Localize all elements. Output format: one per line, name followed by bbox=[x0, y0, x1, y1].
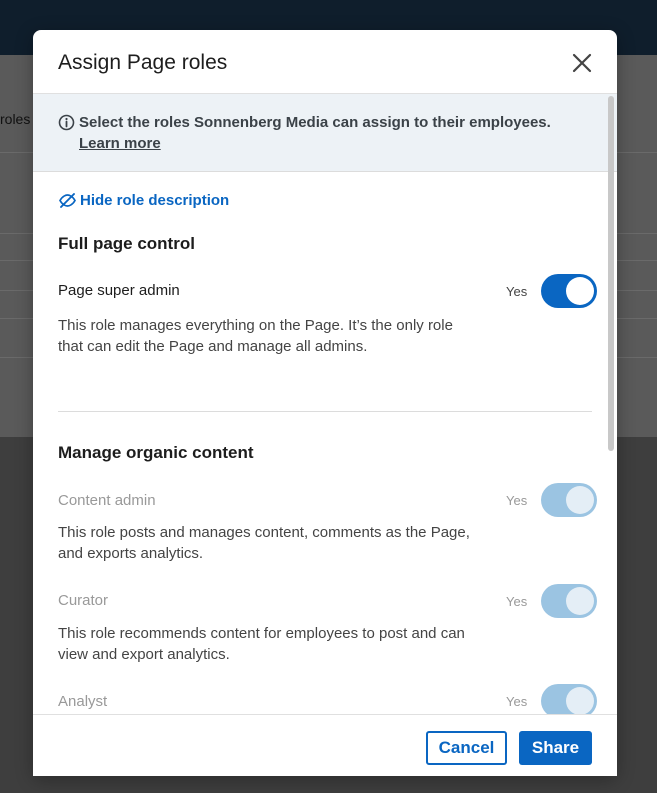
toggle-switch bbox=[541, 684, 597, 718]
toggle-label: Yes bbox=[506, 283, 528, 299]
learn-more-link[interactable]: Learn more bbox=[79, 135, 161, 152]
toggle-curator bbox=[506, 584, 597, 618]
scrollbar-thumb[interactable] bbox=[608, 96, 614, 451]
info-text: Select the roles Sonnenberg Media can assign to their employees. bbox=[79, 114, 551, 131]
background-roles-label: roles bbox=[0, 111, 31, 127]
dialog-header bbox=[33, 30, 617, 94]
eye-slash-icon bbox=[58, 191, 77, 210]
role-description-line: view and export analytics. bbox=[58, 646, 230, 663]
dialog-footer bbox=[33, 714, 617, 776]
toggle-knob bbox=[566, 687, 594, 715]
role-description-line: This role recommends content for employees to post and can bbox=[58, 625, 465, 642]
section-heading-full-page-control: Full page control bbox=[58, 234, 195, 253]
hide-role-description-label: Hide role description bbox=[80, 192, 230, 209]
toggle-label: Yes bbox=[506, 492, 528, 508]
hide-role-description-button[interactable] bbox=[58, 191, 229, 210]
role-description-line: that can edit the Page and manage all admins. bbox=[58, 338, 368, 355]
toggle-knob bbox=[566, 587, 594, 615]
toggle-knob bbox=[566, 486, 594, 514]
role-description-content-admin bbox=[58, 522, 488, 564]
role-description-line: and exports analytics. bbox=[58, 545, 204, 562]
info-banner bbox=[33, 94, 617, 172]
cancel-button[interactable]: Cancel bbox=[426, 731, 507, 765]
role-name-analyst: Analyst bbox=[58, 693, 108, 710]
dialog-body[interactable] bbox=[33, 94, 617, 714]
toggle-label: Yes bbox=[506, 693, 528, 709]
toggle-switch[interactable] bbox=[541, 274, 597, 308]
role-description-line: This role posts and manages content, comments as the Page, bbox=[58, 524, 470, 541]
role-name-page-super-admin: Page super admin bbox=[58, 282, 180, 299]
role-description-page-super-admin bbox=[58, 315, 488, 357]
toggle-label: Yes bbox=[506, 593, 528, 609]
role-description-line: This role manages everything on the Page. It’s the only role bbox=[58, 317, 453, 334]
toggle-content-admin bbox=[506, 483, 597, 517]
section-divider bbox=[58, 411, 592, 412]
role-name-content-admin: Content admin bbox=[58, 492, 156, 509]
info-icon bbox=[58, 114, 75, 131]
role-name-curator: Curator bbox=[58, 592, 109, 609]
close-button[interactable] bbox=[569, 50, 595, 76]
toggle-knob bbox=[566, 277, 594, 305]
toggle-page-super-admin[interactable] bbox=[506, 274, 597, 308]
share-button[interactable]: Share bbox=[519, 731, 592, 765]
toggle-switch bbox=[541, 584, 597, 618]
dialog-title: Assign Page roles bbox=[58, 51, 228, 74]
section-heading-manage-organic-content: Manage organic content bbox=[58, 443, 254, 462]
role-description-curator bbox=[58, 623, 488, 665]
close-icon bbox=[569, 50, 595, 76]
assign-page-roles-dialog bbox=[33, 30, 617, 776]
toggle-analyst bbox=[506, 684, 597, 718]
toggle-switch bbox=[541, 483, 597, 517]
